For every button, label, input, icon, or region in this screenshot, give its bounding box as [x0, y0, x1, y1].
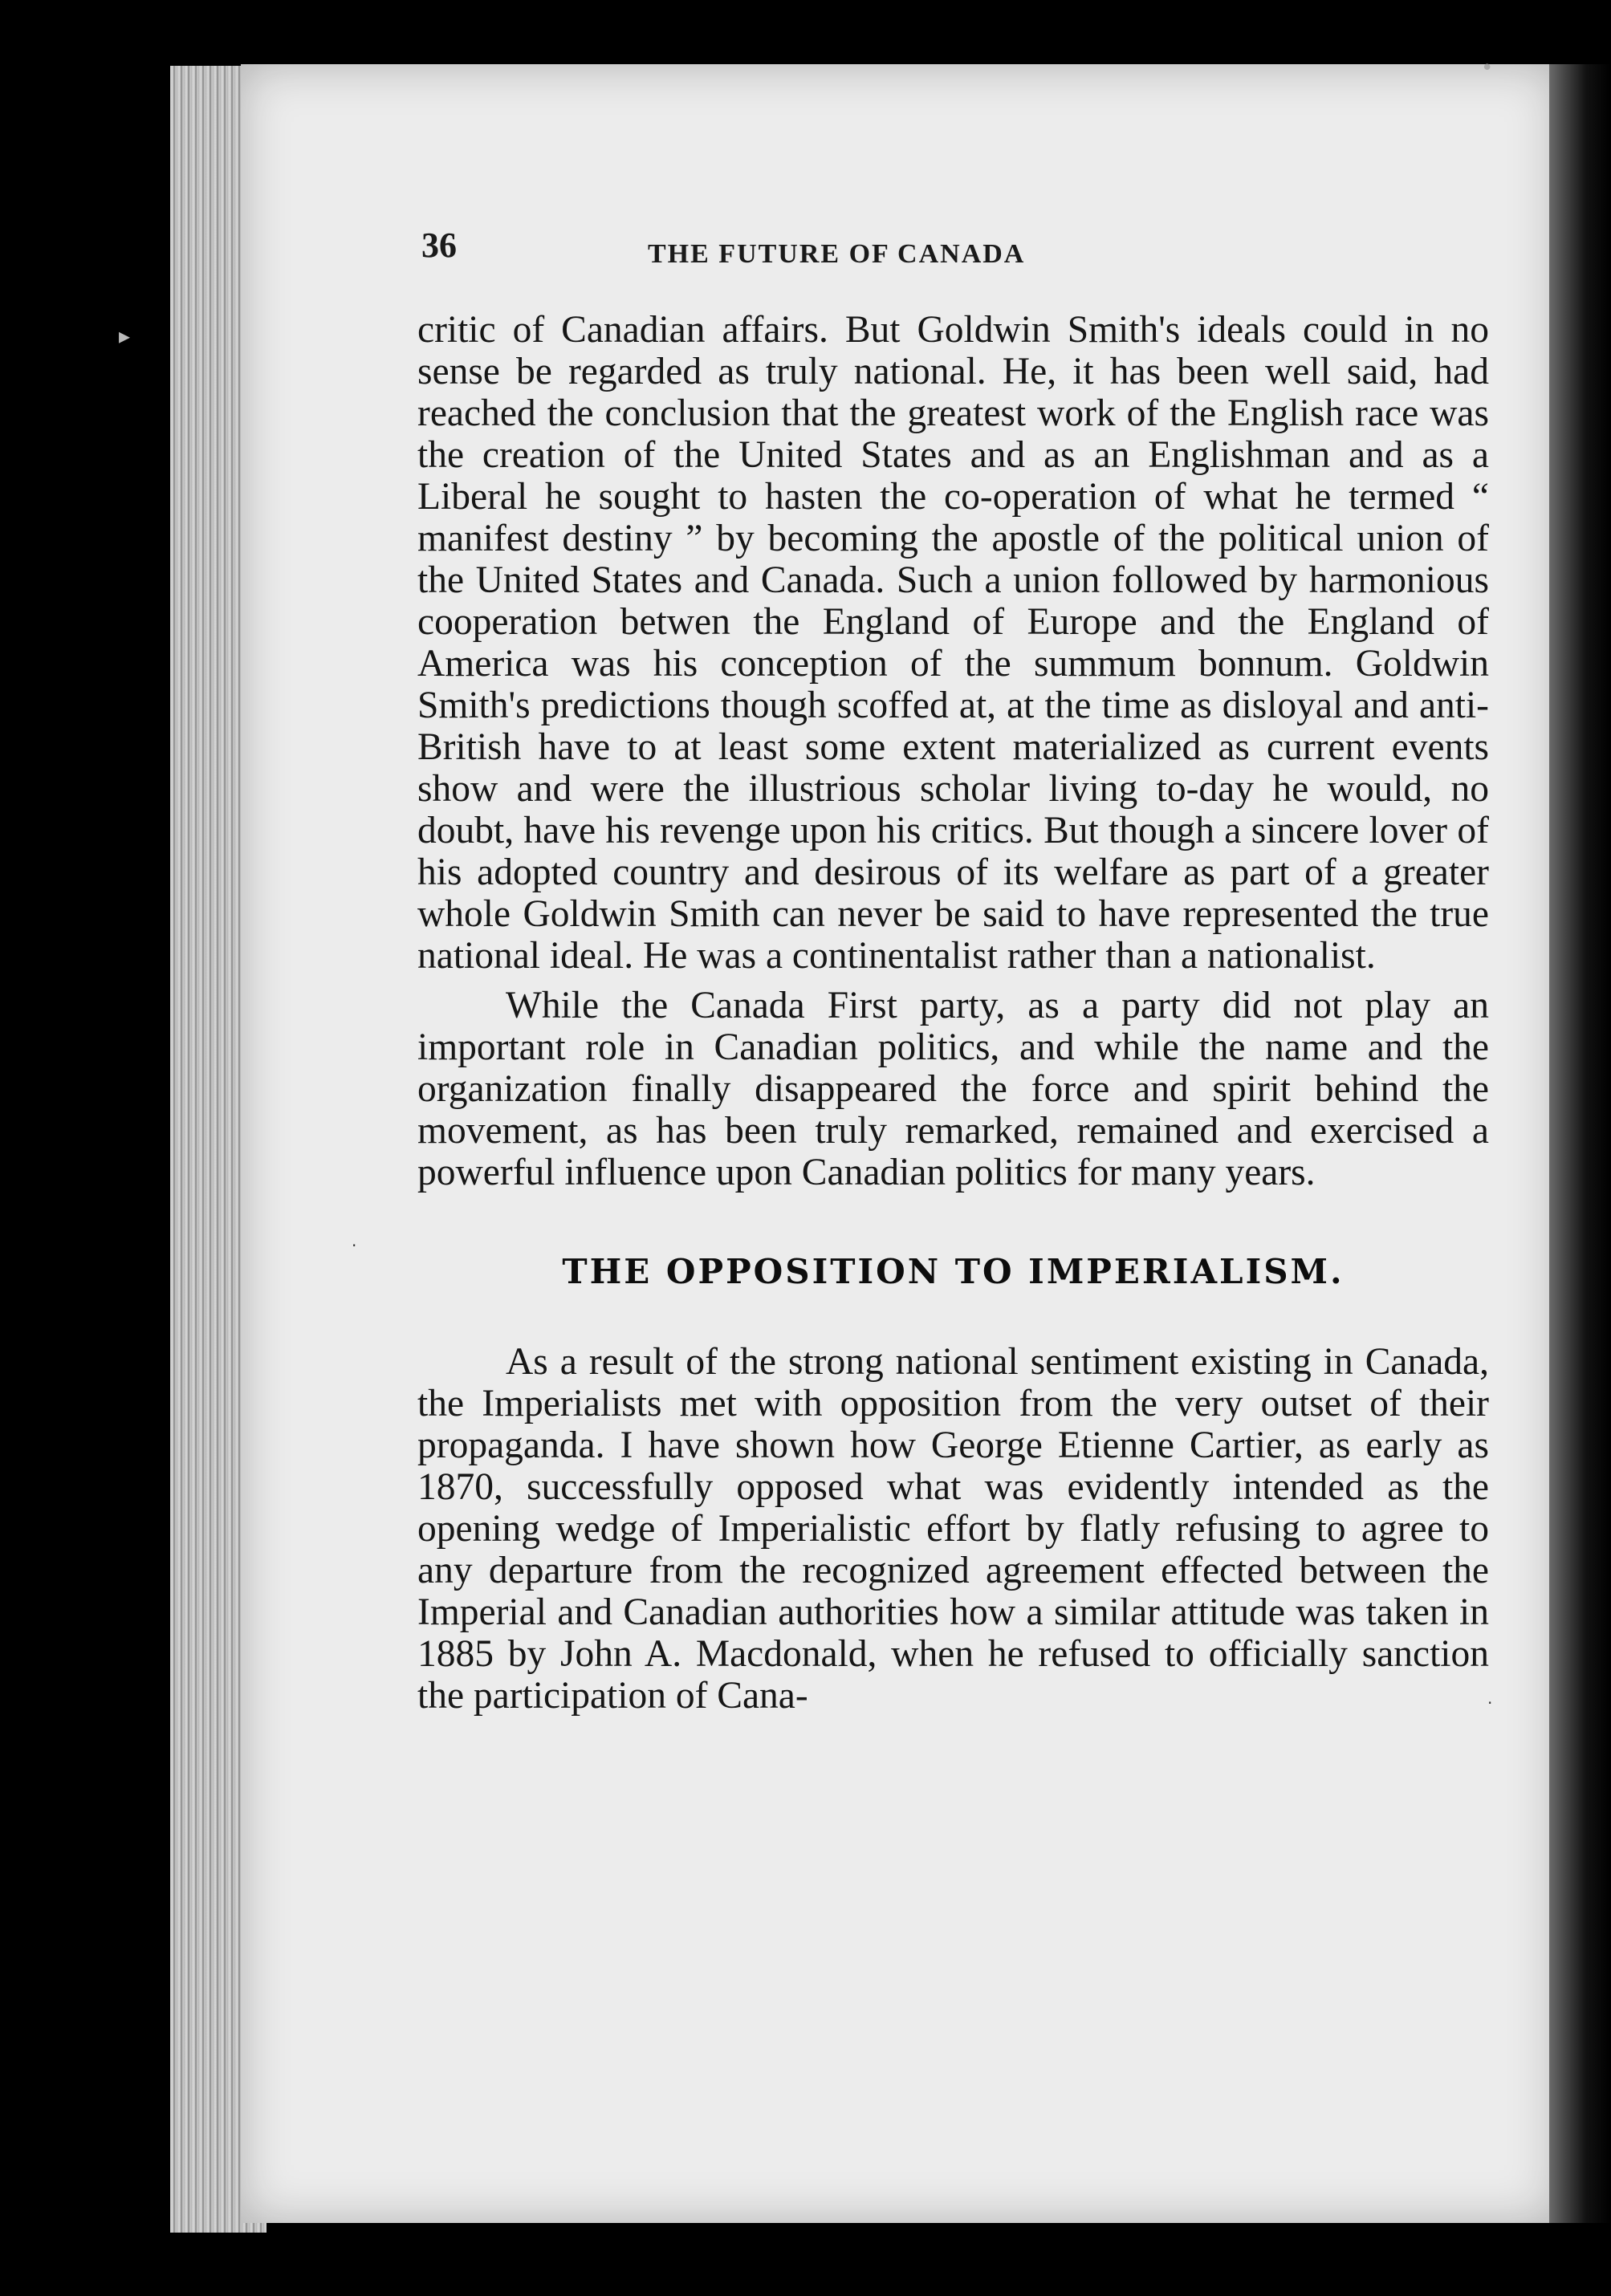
- binding-shadow: [1549, 64, 1611, 2223]
- speck-icon: ·: [1487, 1693, 1493, 1713]
- book-page: [241, 64, 1557, 2223]
- paragraph-canada-first: While the Canada First party, as a party did not play an important role in Canadian politics, and while the name and the organization finally disappeared the force and spirit behind the movement, as has been truly remarked, remained and exercised a powerful influence upon Canadian politics for many years.: [417, 985, 1489, 1193]
- speck-icon: ·: [352, 1236, 357, 1255]
- page-body: [417, 309, 1489, 1717]
- corner-mark-icon: •: [1481, 56, 1494, 80]
- paragraph-continued: critic of Canadian affairs. But Goldwin Smith's ideals could in no sense be regarded as truly national. He, it has been well said, had reached the conclusion that the greatest work of the English race was the creation of the United States and as an Englishman and as a Liberal he sought to hasten the co-operation of what he termed “ manifest destiny ” by becoming the apostle of the political union of the United States and Canada. Such a union followed by harmonious cooperation betwen the England of Europe and the England of America was his conception of the summum bonnum. Goldwin Smith's predictions though scoffed at, at the time as disloyal and anti-British have to at least some extent materialized as current events show and were the illustrious scholar living to-day he would, no doubt, have his revenge upon his critics. But though a sincere lover of his adopted country and desirous of its welfare as part of a greater whole Goldwin Smith can never be said to have represented the true national ideal. He was a continentalist rather than a nationalist.: [417, 309, 1489, 977]
- running-head: THE FUTURE OF CANADA: [648, 239, 1026, 269]
- margin-arrow-icon: ▸: [119, 323, 131, 349]
- paragraph-opposition: As a result of the strong national sentiment existing in Canada, the Imperialists met with opposition from the very outset of their propaganda. I have shown how George Etienne Cartier, as early as 1870, successfully opposed what was evidently intended as the opening wedge of Imperialistic effort by flatly refusing to agree to any departure from the recognized agreement effected between the Imperial and Canadian authorities how a similar attitude was taken in 1885 by John A. Macdonald, when he refused to officially sanction the participation of Cana-: [417, 1341, 1489, 1717]
- section-heading: THE OPPOSITION TO IMPERIALISM.: [562, 1252, 1345, 1291]
- page-number: 36: [421, 226, 457, 265]
